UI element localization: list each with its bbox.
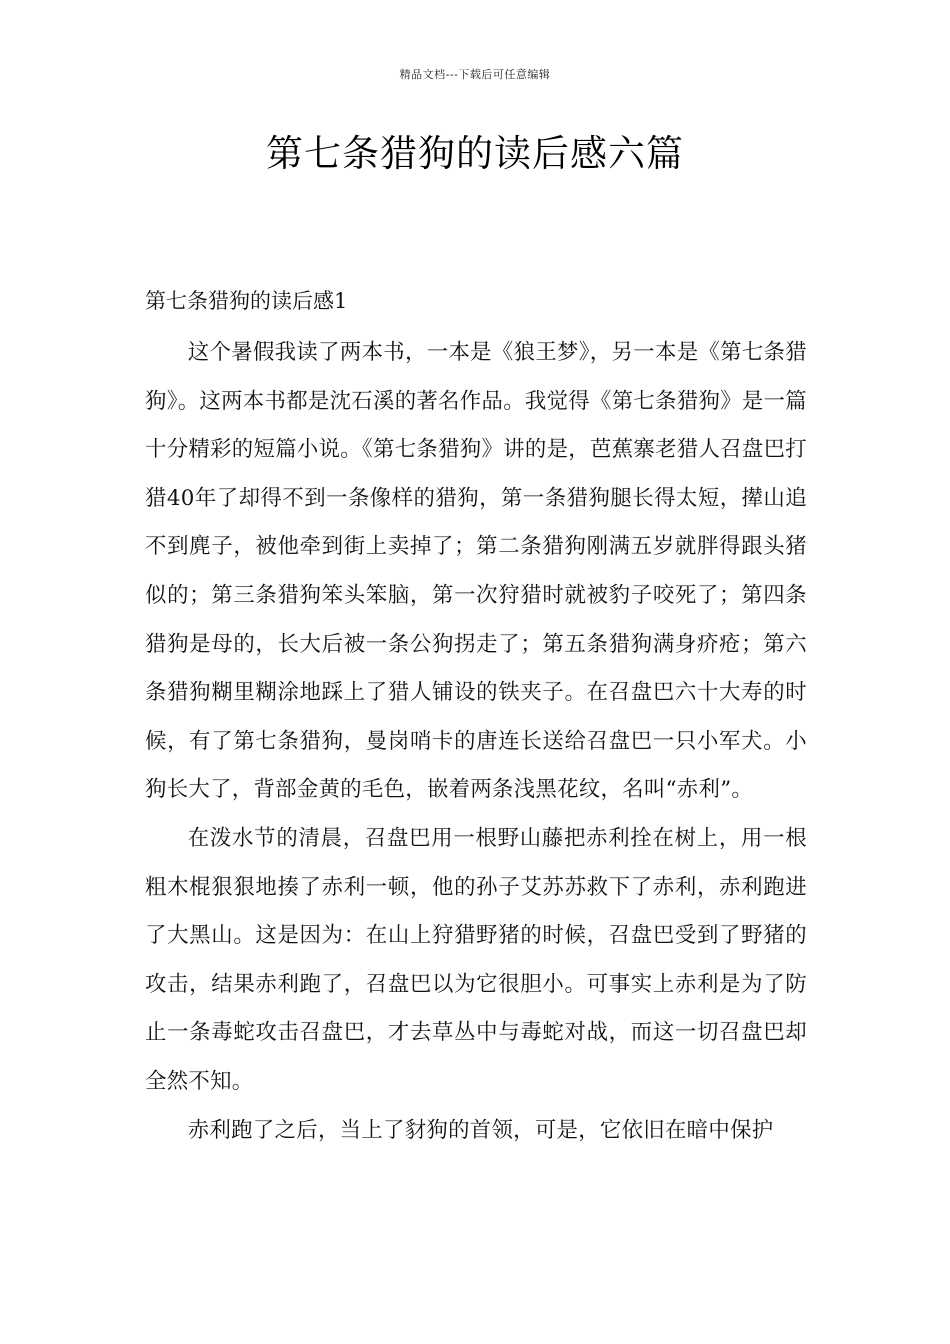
document-title: 第七条猎狗的读后感六篇 (266, 132, 684, 175)
paragraph: 赤利跑了之后，当上了豺狗的首领，可是，它依旧在暗中保护 (187, 1117, 774, 1143)
header-note: 精品文档---下载后可任意编辑 (399, 68, 551, 81)
section-heading: 第七条猎狗的读后感1 (145, 289, 348, 313)
document-body (145, 281, 807, 1155)
paragraph: 在泼水节的清晨，召盘巴用一根野山藤把赤利拴在树上，用一根粗木棍狠狠地揍了赤利一顿，他的孙子艾苏苏救下了赤利，赤利跑进了大黑山。这是因为：在山上狩猎野猪的时候，召盘巴受到了野猪的攻击，结果赤利跑了，召盘巴以为它很胆小。可事实上赤利是为了防止一条毒蛇攻击召盘巴，才去草丛中与毒蛇对战，而这一切召盘巴却全然不知。 (145, 825, 807, 1094)
paragraph: 这个暑假我读了两本书，一本是《狼王梦》，另一本是《第七条猎狗》。这两本书都是沈石溪的著名作品。我觉得《第七条猎狗》是一篇十分精彩的短篇小说。《第七条猎狗》讲的是，芭蕉寨老猎人召盘巴打猎40年了却得不到一条像样的猎狗，第一条猎狗腿长得太短，撵山追不到麂子，被他牵到街上卖掉了；第二条猎狗刚满五岁就胖得跟头猪似的；第三条猎狗笨头笨脑，第一次狩猎时就被豹子咬死了；第四条猎狗是母的，长大后被一条公狗拐走了；第五条猎狗满身疥疮；第六条猎狗糊里糊涂地踩上了猎人铺设的铁夹子。在召盘巴六十大寿的时候，有了第七条猎狗，曼岗哨卡的唐连长送给召盘巴一只小军犬。小狗长大了，背部金黄的毛色，嵌着两条浅黑花纹，名叫“赤利”。 (145, 340, 807, 803)
